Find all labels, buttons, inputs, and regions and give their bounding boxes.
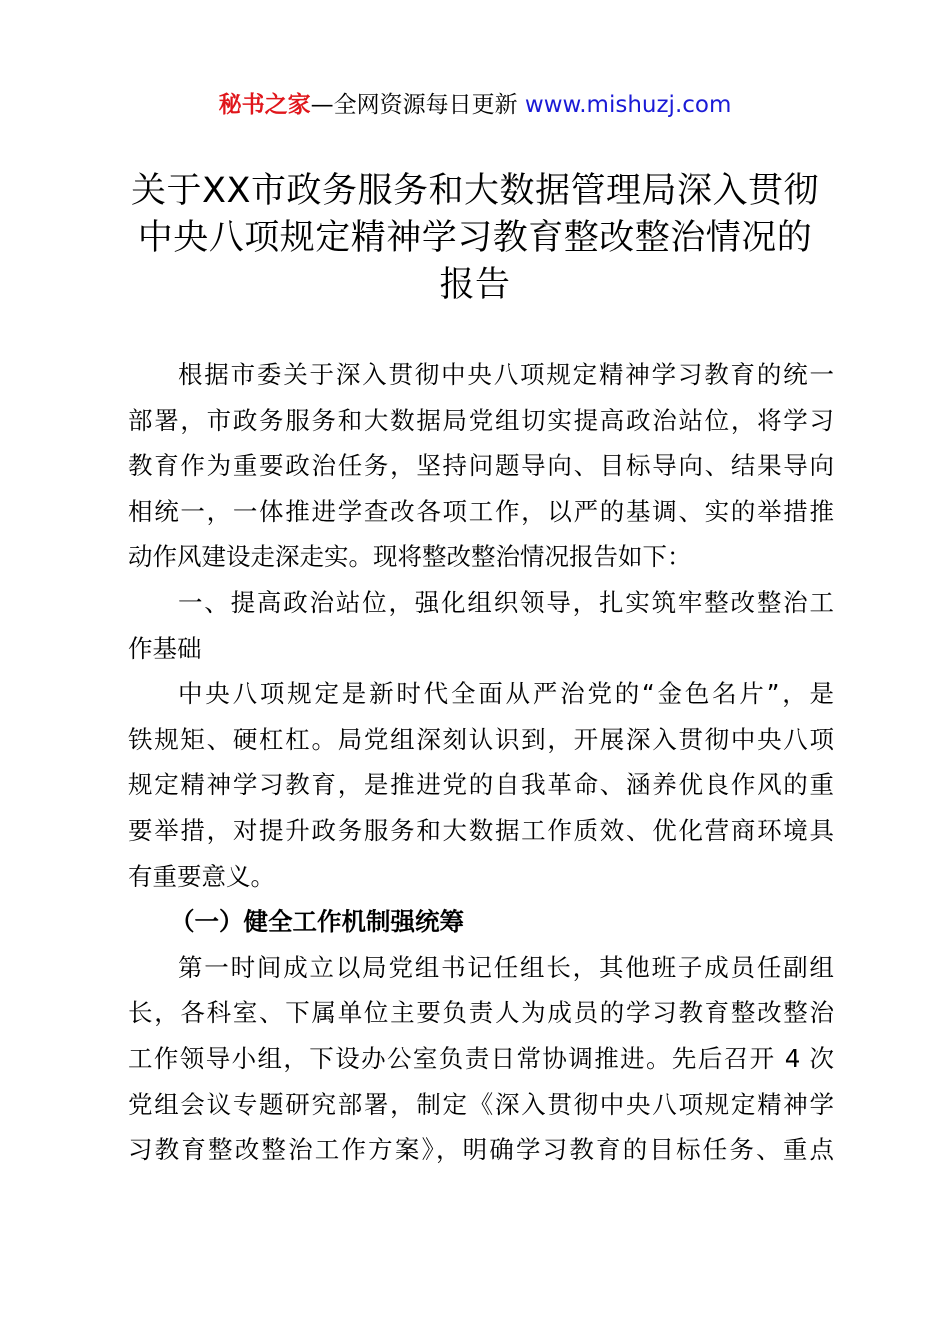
title-line: 报告: [439, 265, 511, 305]
paragraph-line: 铁规矩、硬杠杠。局党组深刻认识到，开展深入贯彻中央八项: [128, 724, 834, 754]
paragraph-line: 工作领导小组，下设办公室负责日常协调推进。先后召开 4 次: [128, 1043, 834, 1073]
paragraph-line: 习教育整改整治工作方案》，明确学习教育的目标任务、重点: [128, 1135, 834, 1165]
paragraph-line: 中央八项规定是新时代全面从严治党的“金色名片”，是: [178, 679, 834, 709]
paragraph-line: 部署，市政务服务和大数据局党组切实提高政治站位，将学习: [128, 405, 834, 435]
paragraph-line: 根据市委关于深入贯彻中央八项规定精神学习教育的统一: [178, 360, 834, 389]
header-tagline: —全网资源每日更新: [310, 92, 525, 118]
paragraph-line: 规定精神学习教育，是推进党的自我革命、涵养优良作风的重: [128, 770, 834, 800]
paragraph-line: 第一时间成立以局党组书记任组长，其他班子成员任副组: [178, 952, 834, 982]
title-line: 关于XX市政务服务和大数据管理局深入贯彻: [131, 171, 819, 211]
paragraph-line: 党组会议专题研究部署，制定《深入贯彻中央八项规定精神学: [128, 1089, 834, 1119]
document-body: [128, 352, 834, 1173]
paragraph-line: 有重要意义。: [128, 861, 275, 891]
title-line: 中央八项规定精神学习教育整改整治情况的: [137, 218, 813, 258]
site-header: [0, 88, 950, 122]
document-title: [110, 168, 840, 309]
paragraph-line: 要举措，对提升政务服务和大数据工作质效、优化营商环境具: [128, 815, 834, 845]
paragraph-line: 长，各科室、下属单位主要负责人为成员的学习教育整改整治: [128, 998, 834, 1028]
section-heading-line: 作基础: [128, 633, 202, 663]
brand-name: 秘书之家: [218, 92, 311, 118]
subsection-heading: （一）健全工作机制强统筹: [170, 907, 464, 937]
paragraph-line: 相统一，一体推进学查改各项工作，以严的基调、实的举措推: [128, 496, 834, 526]
paragraph-line: 动作风建设走深走实。现将整改整治情况报告如下：: [128, 542, 692, 572]
paragraph-line: 教育作为重要政治任务，坚持问题导向、目标导向、结果导向: [128, 451, 834, 481]
section-heading-line: 一、提高政治站位，强化组织领导，扎实筑牢整改整治工: [178, 587, 834, 617]
header-url-link[interactable]: www.mishuzj.com: [524, 92, 732, 118]
